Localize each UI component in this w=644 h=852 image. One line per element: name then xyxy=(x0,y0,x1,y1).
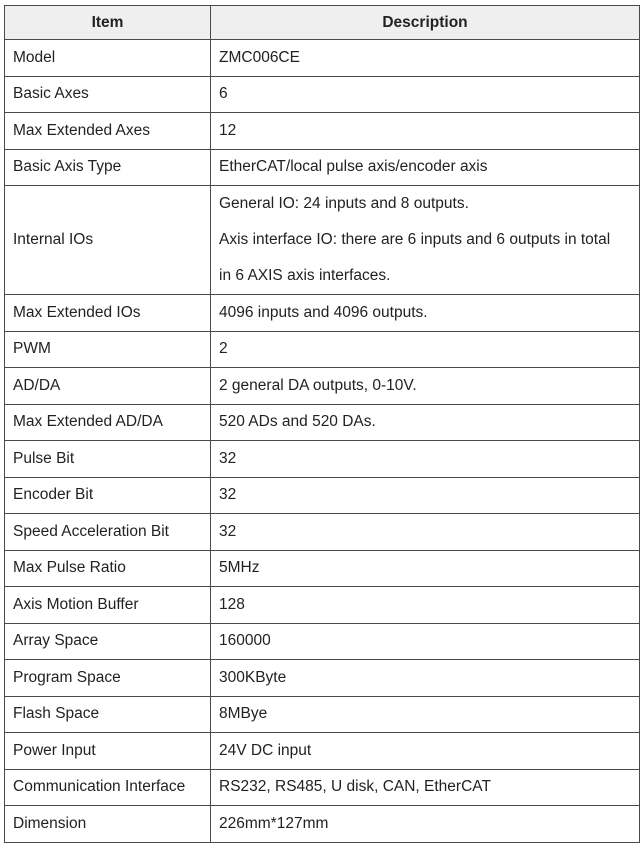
description-line: General IO: 24 inputs and 8 outputs. xyxy=(219,195,469,212)
table-row xyxy=(5,441,640,478)
spec-table-body xyxy=(5,40,640,843)
description-cell: 32 xyxy=(211,441,640,478)
description-cell: 300KByte xyxy=(211,660,640,697)
description-cell: 5MHz xyxy=(211,550,640,587)
description-cell: 6 xyxy=(211,76,640,113)
description-cell: 226mm*127mm xyxy=(211,806,640,843)
item-cell: AD/DA xyxy=(5,368,211,405)
description-cell: ZMC006CE xyxy=(211,40,640,77)
description-cell: 24V DC input xyxy=(211,733,640,770)
item-cell: Pulse Bit xyxy=(5,441,211,478)
description-cell: 520 ADs and 520 DAs. xyxy=(211,404,640,441)
table-row xyxy=(5,149,640,186)
item-cell: PWM xyxy=(5,331,211,368)
item-cell: Speed Acceleration Bit xyxy=(5,514,211,551)
description-cell: 2 xyxy=(211,331,640,368)
item-cell: Flash Space xyxy=(5,696,211,733)
spec-table xyxy=(4,5,640,843)
item-cell: Axis Motion Buffer xyxy=(5,587,211,624)
table-row xyxy=(5,186,640,295)
item-cell: Max Pulse Ratio xyxy=(5,550,211,587)
description-cell: RS232, RS485, U disk, CAN, EtherCAT xyxy=(211,769,640,806)
item-cell: Power Input xyxy=(5,733,211,770)
item-cell: Basic Axes xyxy=(5,76,211,113)
table-row xyxy=(5,550,640,587)
table-row xyxy=(5,696,640,733)
description-line: Axis interface IO: there are 6 inputs and 6 outputs in total xyxy=(219,231,611,248)
item-cell: Basic Axis Type xyxy=(5,149,211,186)
description-line: in 6 AXIS axis interfaces. xyxy=(219,267,391,284)
item-cell: Array Space xyxy=(5,623,211,660)
table-row xyxy=(5,477,640,514)
table-row xyxy=(5,623,640,660)
description-cell: 128 xyxy=(211,587,640,624)
item-cell: Max Extended Axes xyxy=(5,113,211,150)
item-cell: Internal IOs xyxy=(5,186,211,295)
item-cell: Program Space xyxy=(5,660,211,697)
header-item: Item xyxy=(5,6,211,40)
description-cell: 2 general DA outputs, 0-10V. xyxy=(211,368,640,405)
description-cell: EtherCAT/local pulse axis/encoder axis xyxy=(211,149,640,186)
item-cell: Communication Interface xyxy=(5,769,211,806)
header-row xyxy=(5,6,640,40)
header-description: Description xyxy=(211,6,640,40)
table-row xyxy=(5,806,640,843)
table-row xyxy=(5,769,640,806)
table-row xyxy=(5,295,640,332)
table-row xyxy=(5,733,640,770)
table-row xyxy=(5,76,640,113)
description-cell: 8MBye xyxy=(211,696,640,733)
description-cell xyxy=(211,186,640,295)
item-cell: Model xyxy=(5,40,211,77)
table-row xyxy=(5,660,640,697)
description-cell: 160000 xyxy=(211,623,640,660)
description-cell: 4096 inputs and 4096 outputs. xyxy=(211,295,640,332)
table-row xyxy=(5,587,640,624)
table-row xyxy=(5,404,640,441)
table-row xyxy=(5,514,640,551)
description-cell: 32 xyxy=(211,477,640,514)
description-cell: 12 xyxy=(211,113,640,150)
table-row xyxy=(5,40,640,77)
table-row xyxy=(5,331,640,368)
table-row xyxy=(5,113,640,150)
item-cell: Encoder Bit xyxy=(5,477,211,514)
item-cell: Max Extended IOs xyxy=(5,295,211,332)
item-cell: Max Extended AD/DA xyxy=(5,404,211,441)
item-cell: Dimension xyxy=(5,806,211,843)
table-row xyxy=(5,368,640,405)
description-cell: 32 xyxy=(211,514,640,551)
